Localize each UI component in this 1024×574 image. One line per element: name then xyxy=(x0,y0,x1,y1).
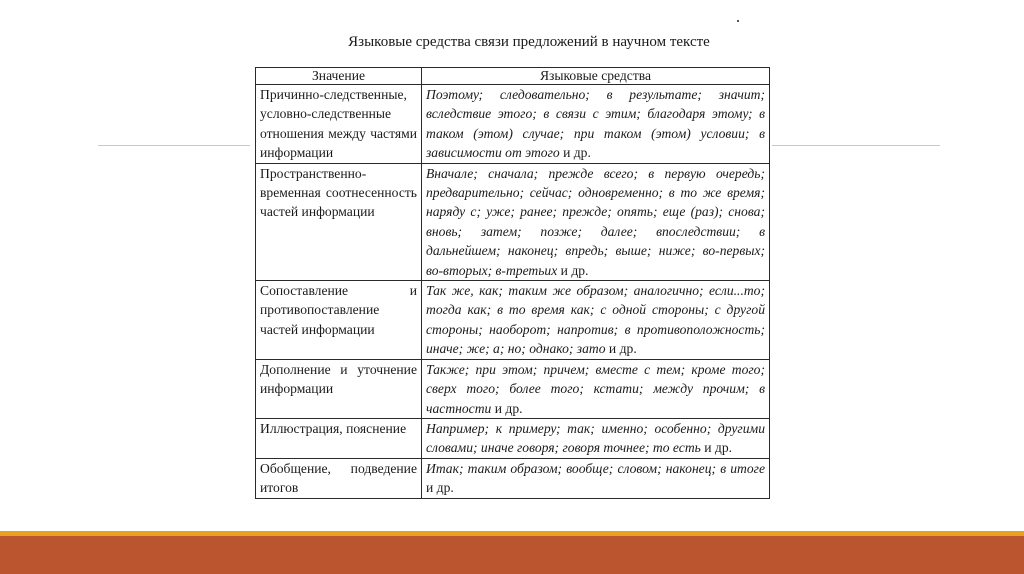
footer-band xyxy=(0,536,1024,574)
etc-suffix: и др. xyxy=(491,400,523,416)
table-row xyxy=(256,418,770,458)
decorative-rule-right xyxy=(772,145,940,146)
speck-mark xyxy=(737,20,739,22)
table-row xyxy=(256,458,770,498)
connectives-table xyxy=(255,67,770,499)
etc-suffix: и др. xyxy=(605,341,637,357)
meaning-cell: Сопоставление и противопоставление частей информации xyxy=(256,281,422,360)
means-cell: Вначале; сначала; прежде всего; в первую очередь; предварительно; сейчас; одновременно; в то же время; наряду с; уже; ранее; прежде; опять; еще (раз); снова; вновь; затем; позже; далее; впоследствии; в дальнейшем; наконец; впредь; выше; ниже; во-первых; во-вторых; в-третьих и др. xyxy=(422,163,770,280)
column-header-means: Языковые средства xyxy=(422,68,770,85)
meaning-cell: Иллюстрация, пояснение xyxy=(256,418,422,458)
decorative-rule-left xyxy=(98,145,250,146)
column-header-meaning: Значение xyxy=(256,68,422,85)
meaning-cell: Пространственно-временная соотнесенность частей информации xyxy=(256,163,422,280)
meaning-cell: Дополнение и уточнение информации xyxy=(256,359,422,418)
etc-suffix: и др. xyxy=(426,480,454,496)
etc-suffix: и др. xyxy=(700,440,733,456)
etc-suffix: и др. xyxy=(559,145,591,161)
meaning-cell: Обобщение, подведение итогов xyxy=(256,458,422,498)
slide-title: Языковые средства связи предложений в научном тексте xyxy=(348,34,710,50)
table-row xyxy=(256,359,770,418)
table-row xyxy=(256,85,770,164)
means-cell: Так же, как; таким же образом; аналогично; если...то; тогда как; в то время как; с одной стороны; с другой стороны; наоборот; напротив; в противоположность; иначе; же; а; но; однако; зато и др. xyxy=(422,281,770,360)
means-cell: Также; при этом; причем; вместе с тем; кроме того; сверх того; более того; кстати; между прочим; в частности и др. xyxy=(422,359,770,418)
table-header-row xyxy=(256,68,770,85)
means-cell: Например; к примеру; так; именно; особенно; другими словами; иначе говоря; говоря точнее; то есть и др. xyxy=(422,418,770,458)
meaning-cell: Причинно-следственные, условно-следственные отношения между частями информации xyxy=(256,85,422,164)
etc-suffix: и др. xyxy=(557,262,589,278)
means-cell: Итак; таким образом; вообще; словом; наконец; в итоге и др. xyxy=(422,458,770,498)
table-row xyxy=(256,281,770,360)
table-row xyxy=(256,163,770,280)
means-cell: Поэтому; следовательно; в результате; значит; вследствие этого; в связи с этим; благодаря этому; в таком (этом) случае; при таком (этом) условии; в зависимости от этого и др. xyxy=(422,85,770,164)
